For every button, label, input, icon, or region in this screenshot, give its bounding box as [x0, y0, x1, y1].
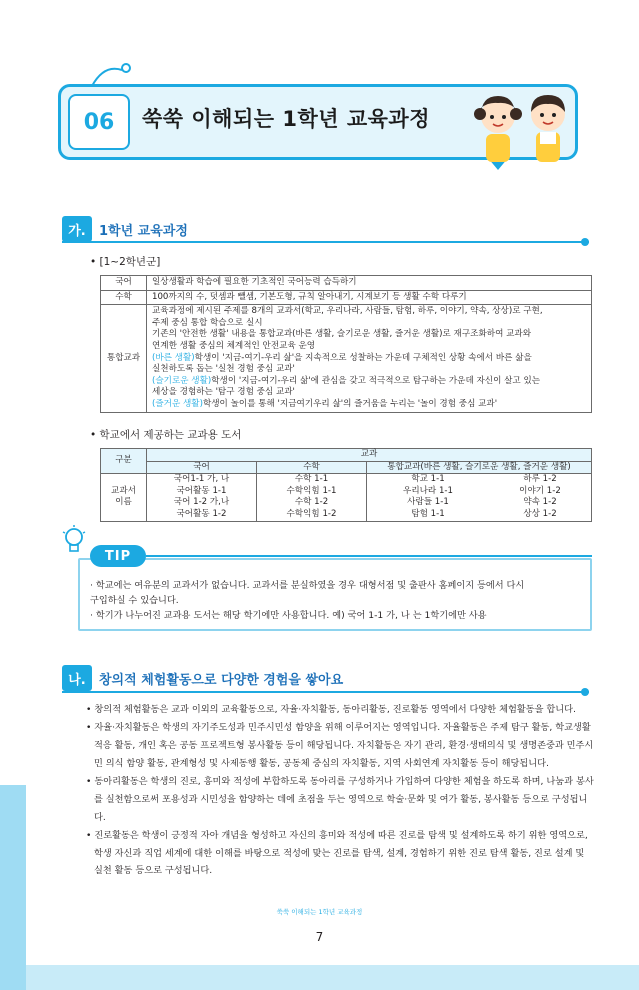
- footer-title: 쑥쑥 이해되는 1학년 교육과정: [276, 908, 363, 916]
- table-row: [101, 276, 592, 291]
- col-math: 수학: [257, 461, 367, 474]
- section-a-divider-dot: [581, 238, 589, 246]
- book-title: 국어1-1 가, 나: [173, 474, 230, 485]
- table-row: [101, 474, 592, 521]
- desc-text: 학생이 '지금-여기-우리 삶'에 관심을 갖고 적극적으로 탐구하는 가운데 자신이 살고 있는: [211, 375, 541, 386]
- desc-line: [152, 399, 586, 411]
- section-b-header: [62, 665, 343, 691]
- table-header-row: [101, 449, 592, 462]
- book-title: 탐험 1-1: [411, 508, 445, 519]
- col-integrated: 통합교과(바른 생활, 슬기로운 생활, 즐거운 생활): [367, 461, 592, 474]
- subject-desc-integrated: [147, 305, 592, 412]
- section-a-badge: 가.: [62, 216, 92, 242]
- activities-text: [86, 701, 596, 880]
- row-label-line: 이름: [115, 497, 132, 508]
- section-b-divider-dot: [581, 688, 589, 696]
- subject-desc: 일상생활과 학습에 필요한 기초적인 국어능력 습득하기: [147, 276, 592, 291]
- integrated-books-b: [489, 474, 591, 521]
- paragraph: • 창의적 체험활동은 교과 이외의 교육활동으로, 자율·자치활동, 동아리활동, 진로활동 영역에서 다양한 체험활동을 합니다.: [86, 704, 576, 715]
- table-row: [101, 305, 592, 412]
- page-number: 7: [315, 930, 324, 944]
- book-title: 이야기 1-2: [519, 485, 561, 496]
- desc-line: 세상을 경험하는 '탐구 경험 중심 교과': [152, 387, 295, 398]
- row-label: [101, 474, 147, 521]
- books-label: • 학교에서 제공하는 교과용 도서: [90, 429, 242, 441]
- desc-line: [152, 376, 586, 388]
- paragraph: • 자율·자치활동은 학생의 자기주도성과 민주시민성 함양을 위해 이루어지는 영역입니다. 자율활동은 주제 탐구 활동, 학교생활 적응 활동, 개인 혹은 공동 프로젝트형 봉사활동 등이 해당됩니다. 자치활동은 자기 관리, 환경·생태의식 및 생명존중과 민주시민 의식 함양 활동, 관계형성 및 사제동행 활동, 공동체 중심의 자치활동, 지역 사회연계 자치활동 등이 해당됩니다.: [86, 721, 594, 769]
- table-row: [101, 290, 592, 305]
- book-title: 국어활동 1-2: [176, 508, 227, 519]
- book-title: 수학 1-1: [294, 474, 329, 485]
- desc-line: 연계한 생활 중심의 체계적인 안전교육 운영: [152, 340, 316, 351]
- desc-text: 학생이 놀이를 통해 '지금여기우리 삶'의 즐거움을 누리는 '놀이 경험 중심 교과': [202, 398, 498, 409]
- chapter-title: 쑥쑥 이해되는 1학년 교육과정: [142, 107, 430, 131]
- textbook-table: [100, 448, 592, 522]
- subject-name: 통합교과: [101, 305, 147, 412]
- desc-line: 실천하도록 돕는 '실천 경험 중심 교과': [152, 364, 295, 375]
- section-b-badge: 나.: [62, 665, 92, 691]
- header-category: 구분: [101, 449, 147, 474]
- subject-desc: 100까지의 수, 덧셈과 뺄셈, 기본도형, 규칙 알아내기, 시계보기 등 생활 수학 다루기: [147, 290, 592, 305]
- section-a-header: [62, 216, 188, 242]
- book-title: 국어 1-2 가,나: [173, 497, 230, 508]
- highlight-tag: (슬기로운 생활): [152, 375, 212, 386]
- tip-line: · 학기가 나누어진 교과용 도서는 해당 학기에만 사용합니다. 예) 국어 1-1 가, 나 는 1학기에만 사용: [90, 610, 487, 621]
- book-title: 하루 1-2: [523, 474, 557, 485]
- section-b-divider: [62, 691, 589, 693]
- book-title: 수학 1-2: [294, 497, 329, 508]
- desc-line: 기존의 '안전한 생활' 내용을 통합교과(바른 생활, 슬기로운 생활, 즐거운 생활)로 재구조화하여 교과와: [152, 329, 532, 340]
- paragraph: • 진로활동은 학생이 긍정적 자아 개념을 형성하고 자신의 흥미와 적성에 따른 진로를 탐색 및 설계하도록 하기 위한 영역으로, 학생 자신과 직업 세계에 대한 이해를 바탕으로 적성에 맞는 진로를 탐색, 설계, 경험하기 위한 진로 탐색 활동, 진로 설계 및 실천 활동 등으로 구성됩니다.: [86, 829, 588, 877]
- integrated-books-a: [367, 474, 490, 521]
- korean-books: [147, 474, 257, 521]
- desc-line: 주제 중심 통합 학습으로 실시: [152, 317, 263, 328]
- tip-line: 구입하실 수 있습니다.: [90, 595, 179, 606]
- curriculum-table: [100, 275, 592, 413]
- highlight-tag: (바른 생활): [152, 352, 195, 363]
- col-korean: 국어: [147, 461, 257, 474]
- row-label-line: 교과서: [111, 485, 136, 496]
- paragraph: • 동아리활동은 학생의 진로, 흥미와 적성에 부합하도록 동아리를 구성하거나 가입하여 다양한 체험을 하도록 하며, 나눔과 봉사를 실천함으로써 포용성과 시민성을 함양하는 데에 초점을 두는 영역으로 학술·문화 및 여가 활동, 봉사활동 등으로 구성됩니다.: [86, 775, 594, 823]
- book-title: 약속 1-2: [523, 497, 557, 508]
- lightbulb-icon: [61, 524, 87, 556]
- desc-text: 학생이 '지금-여기-우리 삶'을 지속적으로 성찰하는 가운데 구체적인 상황 속에서 바른 삶을: [194, 352, 532, 363]
- children-illustration: [468, 86, 578, 166]
- book-title: 사람들 1-1: [407, 497, 449, 508]
- tip-divider: [146, 555, 592, 557]
- tip-label: TIP: [90, 545, 146, 567]
- highlight-tag: (즐거운 생활): [152, 398, 203, 409]
- tip-line: · 학교에는 여유분의 교과서가 없습니다. 교과서를 분실하였을 경우 대형서점 및 출판사 홈페이지 등에서 다시: [90, 580, 525, 591]
- section-a-title: 1학년 교육과정: [99, 223, 188, 239]
- book-title: 수학익힘 1-2: [286, 508, 337, 519]
- section-b-title: 창의적 체험활동으로 다양한 경험을 쌓아요: [99, 672, 344, 688]
- grade-group-label: • [1~2학년군]: [90, 256, 161, 268]
- desc-line: 교육과정에 제시된 주제를 8개의 교과서(학교, 우리나라, 사람들, 탐험, 하루, 이야기, 약속, 상상)로 구현,: [152, 306, 543, 317]
- header-subject: 교과: [147, 449, 592, 462]
- section-a-divider: [62, 241, 589, 243]
- footer-band: [26, 965, 639, 990]
- book-title: 국어활동 1-1: [176, 485, 227, 496]
- left-sidebar-band: [0, 785, 26, 990]
- book-title: 학교 1-1: [411, 474, 445, 485]
- book-title: 수학익힘 1-1: [286, 485, 337, 496]
- book-title: 상상 1-2: [523, 508, 557, 519]
- subject-name: 수학: [101, 290, 147, 305]
- subject-name: 국어: [101, 276, 147, 291]
- math-books: [257, 474, 367, 521]
- desc-line: [152, 353, 586, 365]
- chapter-number: 06: [68, 94, 130, 150]
- table-header-row: [101, 461, 592, 474]
- book-title: 우리나라 1-1: [403, 485, 454, 496]
